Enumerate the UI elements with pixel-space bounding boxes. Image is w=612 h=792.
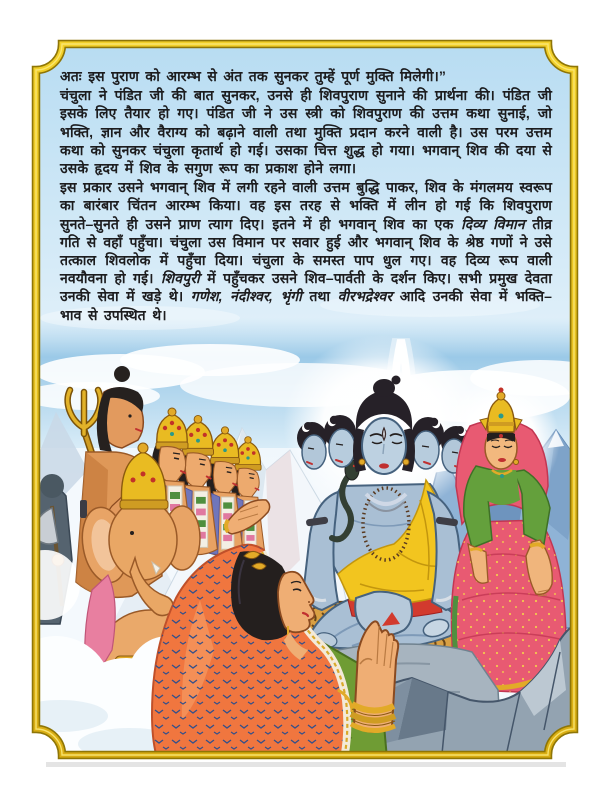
story-paragraph: अतः इस पुराण को आरम्भ से अंत तक सुनकर तुम्हें पूर्ण मुक्ति मिलेगी।”	[60, 68, 446, 84]
story-paragraph: चंचुला ने पंडित जी की बात सुनकर, उनसे ही शिवपुराण सुनाने की प्रार्थना की। पंडित जी इसके लिए तैयार हो गए। पंडित जी ने उस स्त्री को शिवपुराण की उत्तम कथा सुनाई, जो भक्ति, ज्ञान और वैराग्य को बढ़ाने वाली तथा मुक्ति प्रदान करने वाली है। उस परम उत्तम कथा को सुनकर चंचुला कृतार्थ हो गई। उसका चित्त शुद्ध हो गया। भगवान् शिव की दया से उसके हृदय में शिव के सगुण रूप का प्रकाश होने लगा।	[60, 87, 552, 177]
story-paragraph: इस प्रकार उसने भगवान् शिव में लगी रहने वाली उत्तम बुद्धि पाकर, शिव के मंगलमय स्वरूप का बारंबार चिंतन आरम्भ किया। वह इस तरह से भक्ति में लीन हो गई कि शिवपुराण सुनते–सुनते ही उसने प्राण त्याग दिए। इतने में ही भगवान् शिव का एक दिव्य विमान तीव्र गति से वहाँ पहुँचा। चंचुला उस विमान पर सवार हुई और भगवान् शिव के श्रेष्ठ गणों ने उसे तत्काल शिवलोक में पहुँचा दिया। चंचुला के समस्त पाप धुल गए। वह दिव्य रूप वाली नवयौवना हो गई। शिवपुरी में पहुँचकर उसने शिव–पार्वती के दर्शन किए। सभी प्रमुख देवता उनकी सेवा में खड़े थे। गणेश, नंदीश्वर, भृंगी तथा वीरभद्रेश्वर आदि उनकी सेवा में भक्ति–भाव से उपस्थित थे।	[60, 179, 552, 323]
story-text	[60, 67, 552, 324]
